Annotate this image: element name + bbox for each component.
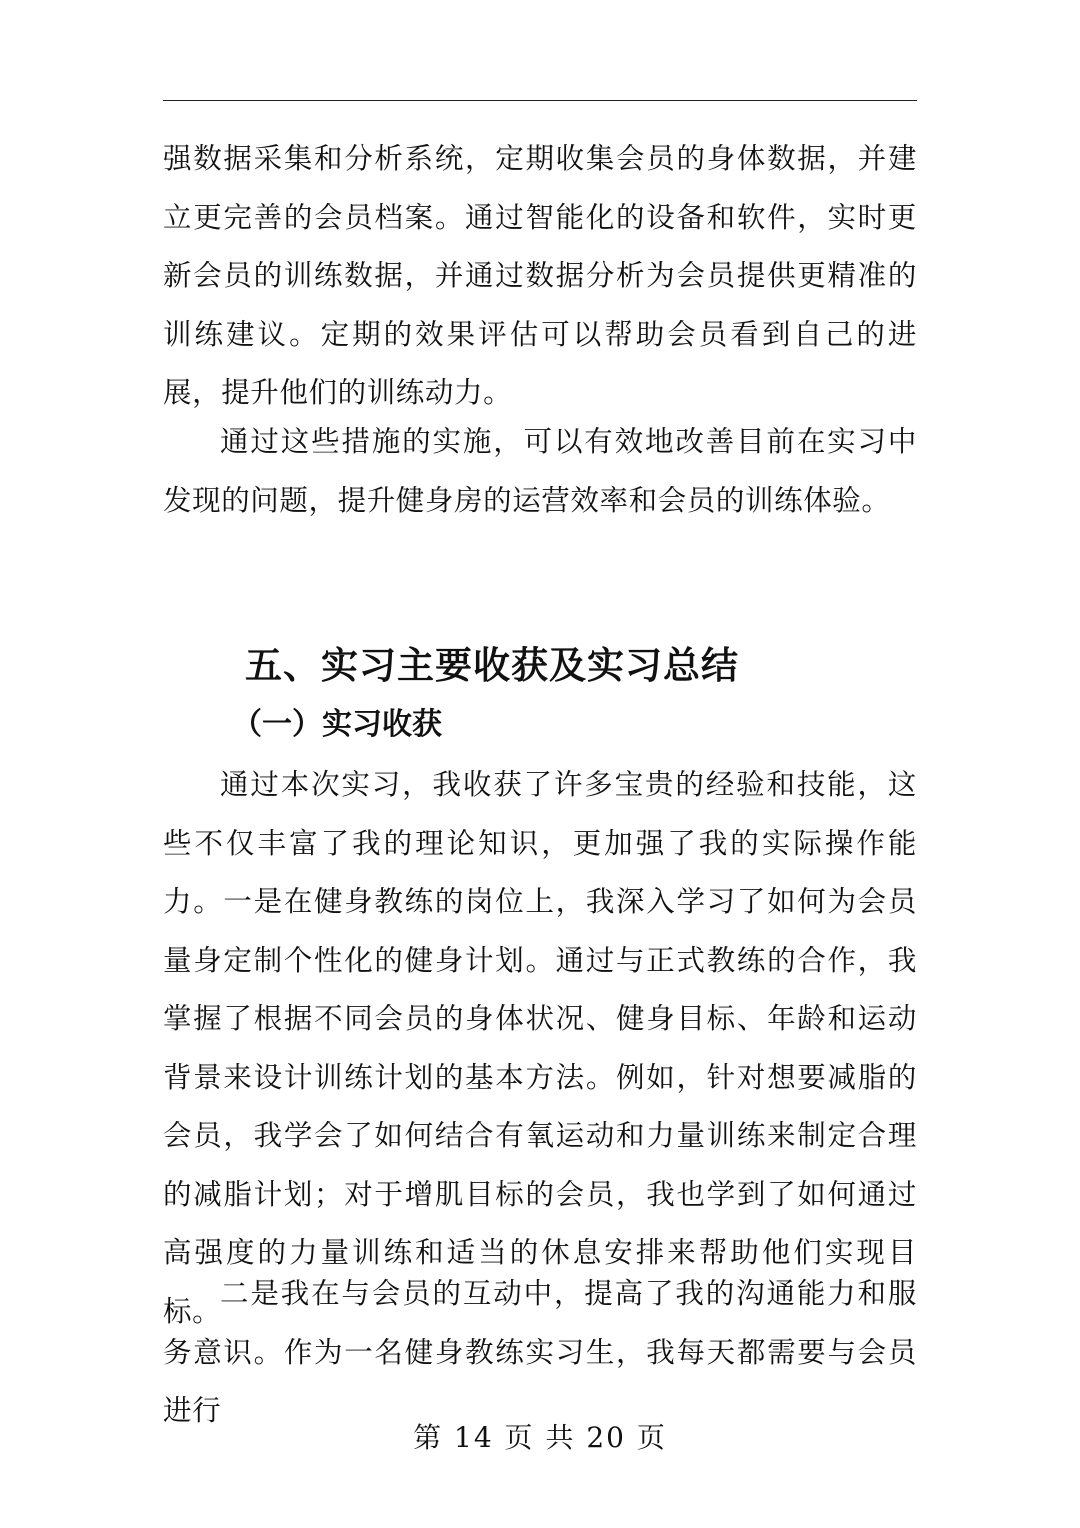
paragraph-continued: 强数据采集和分析系统，定期收集会员的身体数据，并建立更完善的会员档案。通过智能化的设备和软件，实时更新会员的训练数据，并通过数据分析为会员提供更精准的训练建议。定期的效果评估可以帮助会员看到自己的进展，提升他们的训练动力。 bbox=[163, 142, 917, 409]
page-number-footer: 第 14 页 共 20 页 bbox=[413, 1421, 667, 1454]
paragraph-communication: 二是我在与会员的互动中，提高了我的沟通能力和服务意识。作为一名健身教练实习生，我每天都需要与会员进行 bbox=[163, 1277, 917, 1427]
paragraph-measures-summary: 通过这些措施的实施，可以有效地改善目前在实习中发现的问题，提升健身房的运营效率和会员的训练体验。 bbox=[163, 425, 917, 517]
subsection-heading: （一）实习收获 bbox=[232, 707, 442, 742]
section-heading: 五、实习主要收获及实习总结 bbox=[245, 644, 739, 687]
paragraph-internship-gains: 通过本次实习，我收获了许多宝贵的经验和技能，这些不仅丰富了我的理论知识，更加强了我的实际操作能力。一是在健身教练的岗位上，我深入学习了如何为会员量身定制个性化的健身计划。通过与正式教练的合作，我掌握了根据不同会员的身体状况、健身目标、年龄和运动背景来设计训练计划的基本方法。例如，针对想要减脂的会员，我学会了如何结合有氧运动和力量训练来制定合理的减脂计划；对于增肌目标的会员，我也学到了如何通过高强度的力量训练和适当的休息安排来帮助他们实现目标。 bbox=[163, 768, 917, 1328]
header-rule bbox=[163, 100, 917, 101]
